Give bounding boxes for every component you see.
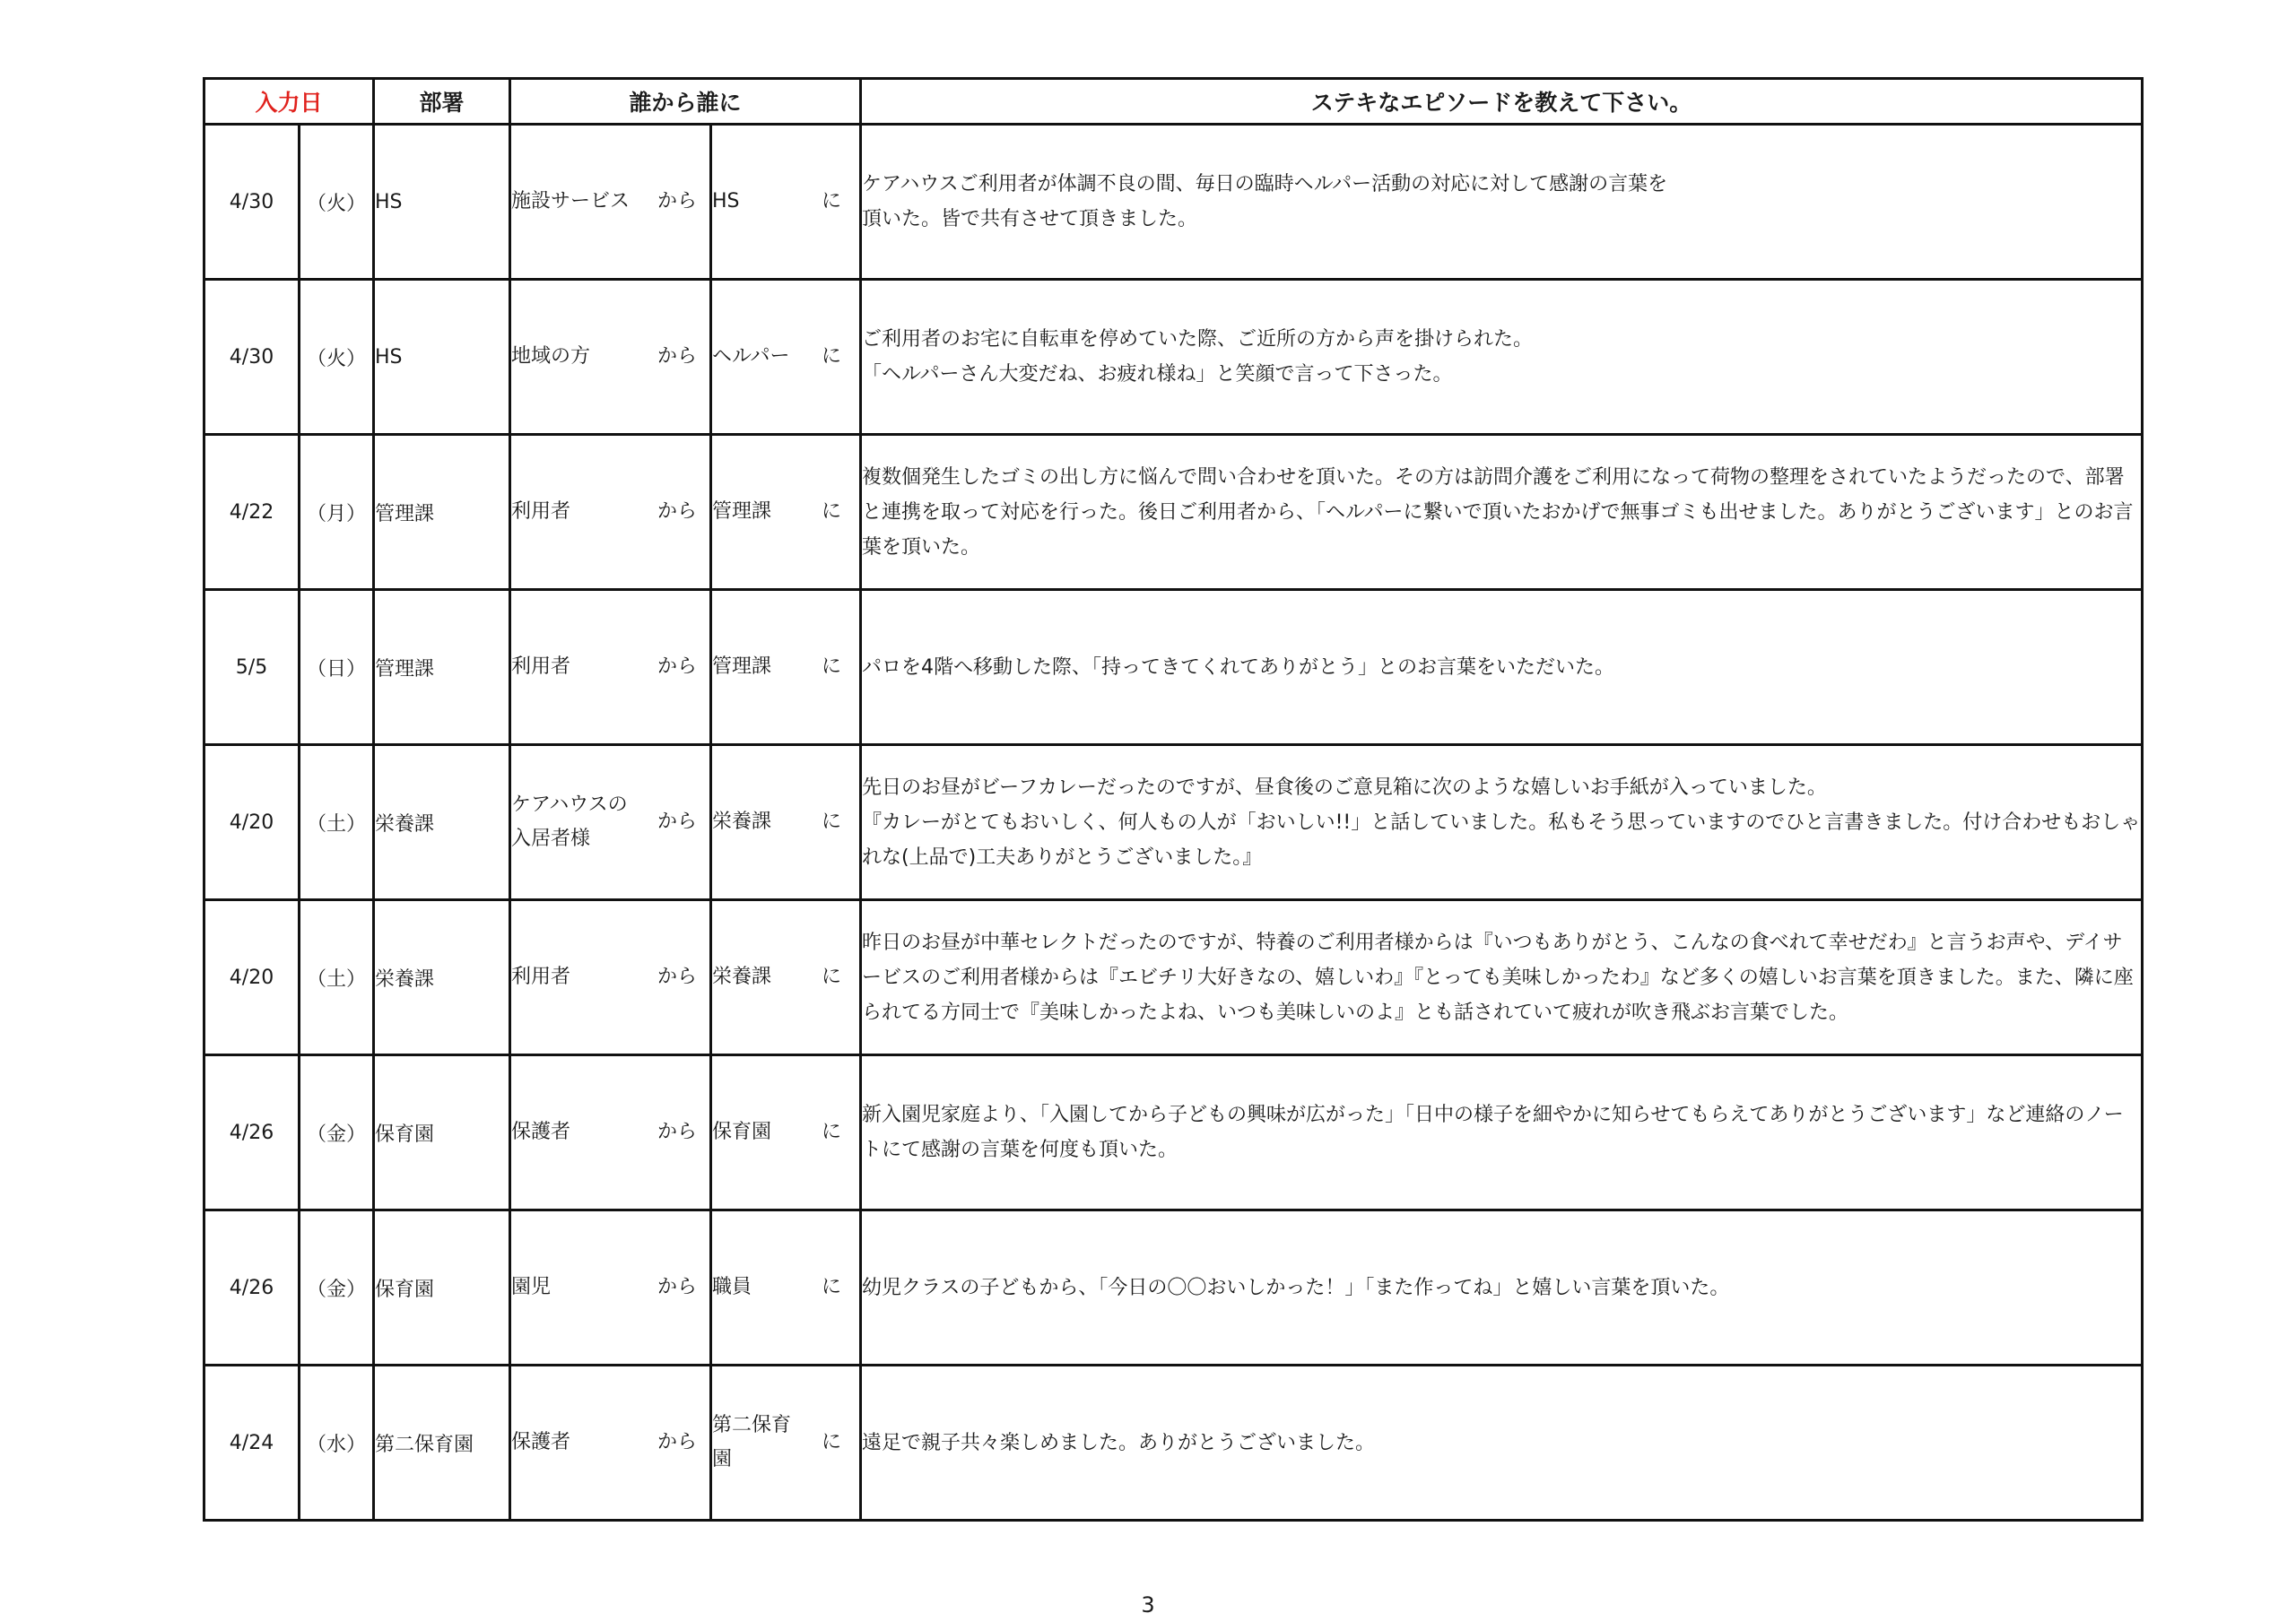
weekday-cell: （金） (300, 1210, 374, 1366)
from-cell (510, 1366, 711, 1521)
date-cell: 4/22 (204, 435, 300, 590)
table-row (204, 280, 2143, 435)
table-row (204, 745, 2143, 900)
to-name: 保育園 (712, 1121, 772, 1143)
episode-cell: ケアハウスご利用者が体調不良の間、毎日の臨時ヘルパー活動の対応に対して感謝の言葉を 頂いた。皆で共有させて頂きました。 (861, 125, 2143, 280)
weekday-cell: （土） (300, 745, 374, 900)
to-name: 第二保育 園 (712, 1414, 792, 1470)
weekday-cell: （金） (300, 1055, 374, 1210)
from-name: 保護者 (511, 1431, 571, 1453)
to-name: ヘルパー (712, 345, 790, 368)
table-row (204, 435, 2143, 590)
episode-cell: 複数個発生したゴミの出し方に悩んで問い合わせを頂いた。その方は訪問介護をご利用になって荷物の整理をされていたようだったので、部署と連携を取って対応を行った。後日ご利用者から、「ヘルパーに繋いで頂いたおかげで無事ゴミも出せました。ありがとうございます」とのお言葉を頂いた。 (861, 435, 2143, 590)
to-name: 管理課 (712, 655, 772, 678)
from-connector: から (657, 1431, 698, 1453)
to-connector: に (822, 190, 842, 213)
from-connector: から (657, 190, 698, 213)
to-cell (711, 900, 861, 1055)
episode-cell: 先日のお昼がビーフカレーだったのですが、昼食後のご意見箱に次のような嬉しいお手紙が入っていました。 『カレーがとてもおいしく、何人もの人が「おいしい!!」と話していました。私もそう思っていますのでひと言書きました。付け合わせもおしゃれな(上品で)工夫ありがとうございました。』 (861, 745, 2143, 900)
dept-cell: 管理課 (374, 590, 510, 745)
dept-cell: 栄養課 (374, 745, 510, 900)
table-row (204, 590, 2143, 745)
to-connector: に (822, 1121, 842, 1143)
to-connector: に (822, 811, 842, 833)
to-connector: に (822, 1431, 842, 1453)
episode-cell: 幼児クラスの子どもから、「今日の〇〇おいしかった！」「また作ってね」と嬉しい言葉を頂いた。 (861, 1210, 2143, 1366)
episode-cell: パロを4階へ移動した際、「持ってきてくれてありがとう」とのお言葉をいただいた。 (861, 590, 2143, 745)
dept-cell: HS (374, 280, 510, 435)
from-connector: から (657, 655, 698, 678)
to-cell (711, 435, 861, 590)
to-name: 栄養課 (712, 811, 772, 833)
header-from-to: 誰から誰に (510, 79, 861, 125)
from-connector: から (657, 1121, 698, 1143)
date-cell: 4/20 (204, 900, 300, 1055)
dept-cell: 第二保育園 (374, 1366, 510, 1521)
from-name: 施設サービス (511, 190, 631, 213)
from-name: ケアハウスの 入居者様 (511, 794, 628, 850)
from-name: 利用者 (511, 500, 571, 523)
from-connector: から (657, 345, 698, 368)
to-name: 管理課 (712, 500, 772, 523)
dept-cell: 栄養課 (374, 900, 510, 1055)
table-row (204, 1366, 2143, 1521)
date-cell: 4/30 (204, 125, 300, 280)
episode-cell: ご利用者のお宅に自転車を停めていた際、ご近所の方から声を掛けられた。 「ヘルパーさん大変だね、お疲れ様ね」と笑顔で言って下さった。 (861, 280, 2143, 435)
from-connector: から (657, 966, 698, 988)
from-name: 利用者 (511, 966, 571, 988)
header-episode: ステキなエピソードを教えて下さい。 (861, 79, 2143, 125)
episode-table (203, 77, 2144, 1522)
table-row (204, 1055, 2143, 1210)
from-connector: から (657, 500, 698, 523)
from-cell (510, 590, 711, 745)
weekday-cell: （火） (300, 125, 374, 280)
to-name: 栄養課 (712, 966, 772, 988)
date-cell: 4/24 (204, 1366, 300, 1521)
table-row (204, 125, 2143, 280)
to-connector: に (822, 345, 842, 368)
episode-cell: 遠足で親子共々楽しめました。ありがとうございました。 (861, 1366, 2143, 1521)
to-name: HS (712, 190, 740, 213)
to-connector: に (822, 500, 842, 523)
dept-cell: 保育園 (374, 1055, 510, 1210)
from-cell (510, 125, 711, 280)
table-row (204, 1210, 2143, 1366)
header-dept: 部署 (374, 79, 510, 125)
table-row (204, 900, 2143, 1055)
from-connector: から (657, 811, 698, 833)
date-cell: 4/26 (204, 1055, 300, 1210)
from-name: 利用者 (511, 655, 571, 678)
from-connector: から (657, 1276, 698, 1298)
from-name: 地域の方 (511, 345, 591, 368)
to-cell (711, 1055, 861, 1210)
date-cell: 4/20 (204, 745, 300, 900)
from-cell (510, 745, 711, 900)
weekday-cell: （土） (300, 900, 374, 1055)
date-cell: 5/5 (204, 590, 300, 745)
weekday-cell: （火） (300, 280, 374, 435)
from-cell (510, 1055, 711, 1210)
page-number: 3 (1141, 1592, 1155, 1618)
from-name: 保護者 (511, 1121, 571, 1143)
from-cell (510, 435, 711, 590)
to-connector: に (822, 655, 842, 678)
episode-cell: 新入園児家庭より、「入園してから子どもの興味が広がった」「日中の様子を細やかに知らせてもらえてありがとうございます」など連絡のノートにて感謝の言葉を何度も頂いた。 (861, 1055, 2143, 1210)
header-date: 入力日 (204, 79, 374, 125)
weekday-cell: （水） (300, 1366, 374, 1521)
dept-cell: HS (374, 125, 510, 280)
from-cell (510, 280, 711, 435)
to-cell (711, 1366, 861, 1521)
weekday-cell: （月） (300, 435, 374, 590)
episode-cell: 昨日のお昼が中華セレクトだったのですが、特養のご利用者様からは『いつもありがとう、こんなの食べれて幸せだわ』と言うお声や、デイサービスのご利用者様からは『エビチリ大好きなの、嬉しいわ』『とっても美味しかったわ』など多くの嬉しいお言葉を頂きました。また、隣に座られてる方同士で『美味しかったよね、いつも美味しいのよ』とも話されていて疲れが吹き飛ぶお言葉でした。 (861, 900, 2143, 1055)
date-cell: 4/30 (204, 280, 300, 435)
to-cell (711, 280, 861, 435)
from-cell (510, 1210, 711, 1366)
from-name: 園児 (511, 1276, 552, 1298)
to-cell (711, 125, 861, 280)
dept-cell: 管理課 (374, 435, 510, 590)
to-connector: に (822, 966, 842, 988)
to-connector: に (822, 1276, 842, 1298)
date-cell: 4/26 (204, 1210, 300, 1366)
weekday-cell: （日） (300, 590, 374, 745)
dept-cell: 保育園 (374, 1210, 510, 1366)
to-name: 職員 (712, 1276, 752, 1298)
from-cell (510, 900, 711, 1055)
header-row (204, 79, 2143, 125)
to-cell (711, 1210, 861, 1366)
to-cell (711, 590, 861, 745)
to-cell (711, 745, 861, 900)
